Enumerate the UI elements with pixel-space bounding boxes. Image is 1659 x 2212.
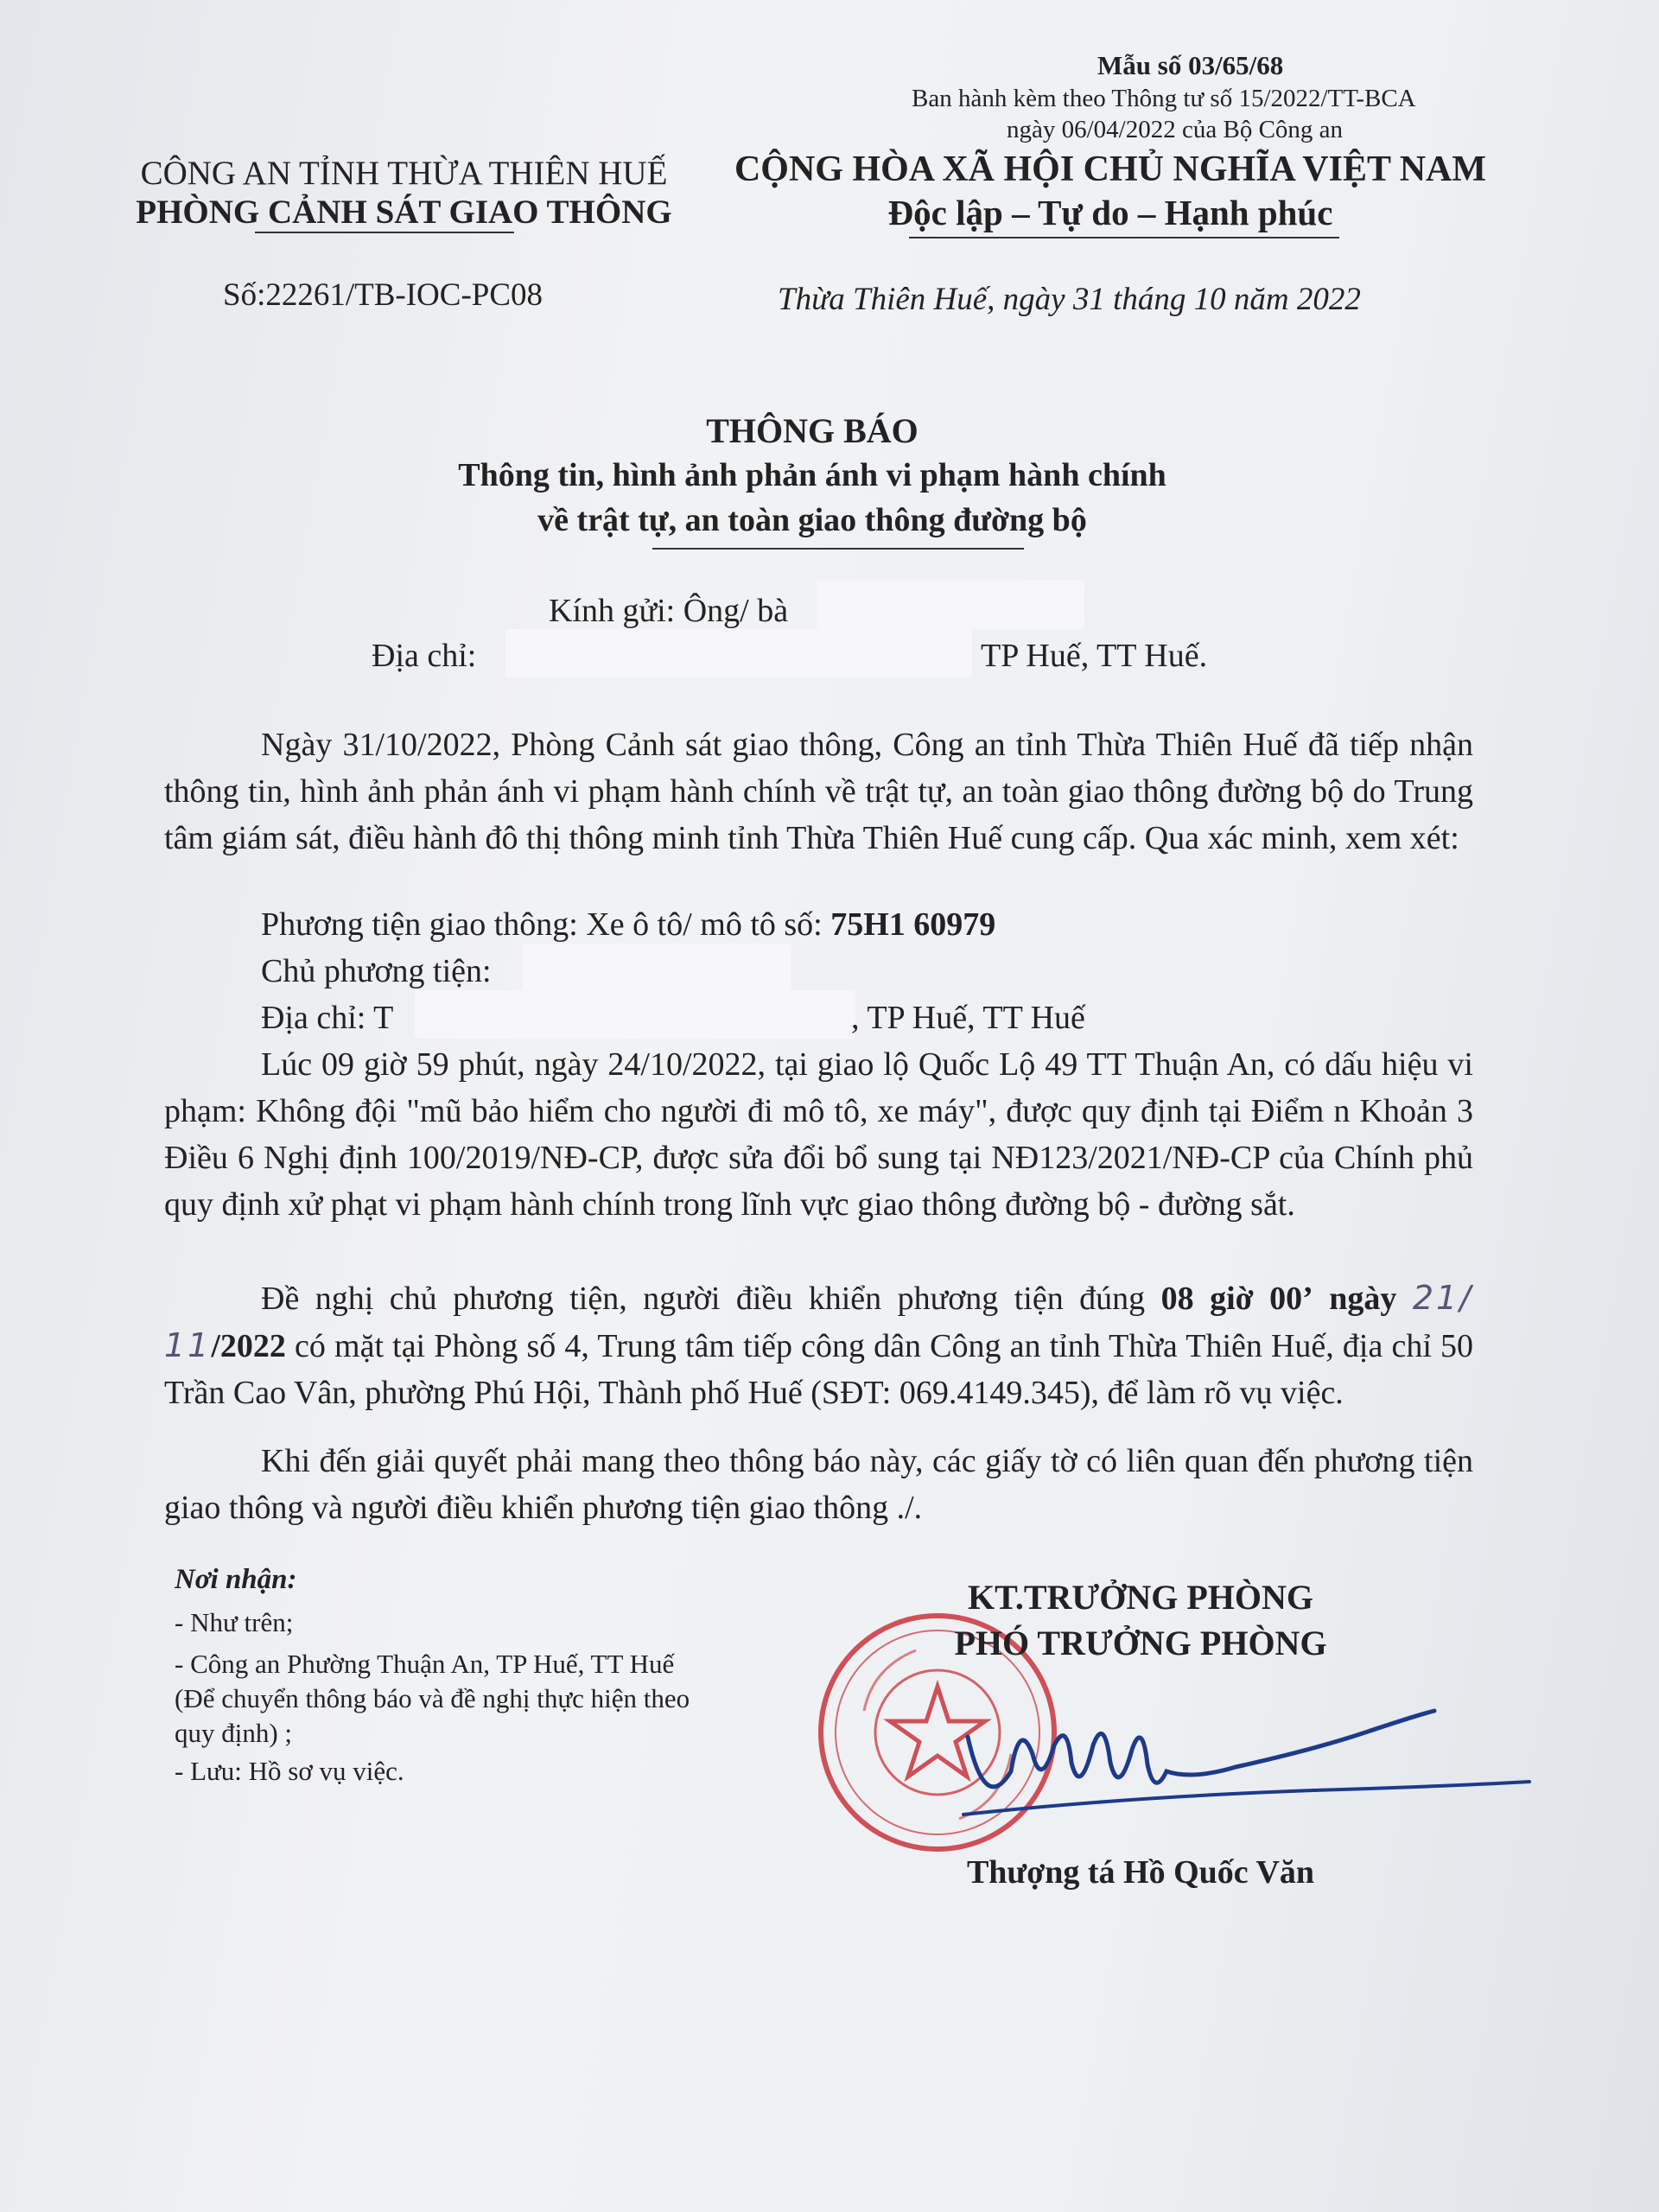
form-issued-date: ngày 06/04/2022 của Bộ Công an [1007,116,1344,143]
request-rest: có mặt tại Phòng số 4, Trung tâm tiếp công dân Công an tỉnh Thừa Thiên Huế, địa chỉ 50 Trần Cao Vân, phường Phú Hội, Thành phố Huế (SĐT: 069.4149.345), để làm rõ vụ việc. [164,1328,1473,1411]
handwritten-date: 21/ 11 [164,1279,1473,1364]
recipient-greeting: Kính gửi: Ông/ bà [549,593,789,629]
divider [652,548,1024,550]
divider [909,237,1339,238]
owner-label: Chủ phương tiện: [261,953,492,989]
closing-paragraph: Khi đến giải quyết phải mang theo thông báo này, các giấy tờ có liên quan đến phương tiện giao thông và người điều khiển phương tiện giao thông ./. [164,1443,1473,1526]
recipients-heading: Nơi nhận: [175,1564,297,1595]
redacted-block [817,581,1084,629]
handwritten-signature [950,1685,1538,1832]
document-subtitle-line1: Thông tin, hình ảnh phản ánh vi phạm hành chính [458,457,1166,493]
request-year: /2022 [211,1328,286,1364]
recipient-address-label: Địa chỉ: [372,638,477,674]
recipient-item: quy định) ; [175,1718,293,1748]
signer-name: Thượng tá Hồ Quốc Văn [966,1854,1315,1891]
department-name: PHÒNG CẢNH SÁT GIAO THÔNG [136,194,672,231]
vehicle-plate: 75H1 60979 [830,906,996,943]
recipient-item: - Lưu: Hồ sơ vụ việc. [175,1756,404,1786]
form-code: Mẫu số 03/65/68 [1097,50,1284,80]
agency-name: CÔNG AN TỈNH THỪA THIÊN HUẾ [140,155,668,192]
owner-address-tail: , TP Huế, TT Huế [851,1000,1085,1036]
recipient-item: - Như trên; [175,1607,294,1637]
recipient-item: - Công an Phường Thuận An, TP Huế, TT Huế [175,1649,675,1679]
owner-address-label: Địa chỉ: T [261,1000,394,1036]
divider [255,232,514,233]
document-number: Số:22261/TB-IOC-PC08 [223,277,543,313]
country-name: CỘNG HÒA XÃ HỘI CHỦ NGHĨA VIỆT NAM [734,149,1487,189]
signature-title-line2: PHÓ TRƯỞNG PHÒNG [954,1624,1327,1662]
recipient-address-tail: TP Huế, TT Huế. [981,638,1208,674]
intro-paragraph: Ngày 31/10/2022, Phòng Cảnh sát giao thông, Công an tỉnh Thừa Thiên Huế đã tiếp nhận thông tin, hình ảnh phản ánh vi phạm hành chính về trật tự, an toàn giao thông đường bộ do Trung tâm giám sát, điều hành đô thị thông minh tỉnh Thừa Thiên Huế cung cấp. Qua xác minh, xem xét: [164,727,1473,856]
signature-title-line1: KT.TRƯỞNG PHÒNG [968,1578,1313,1617]
violation-paragraph: Lúc 09 giờ 59 phút, ngày 24/10/2022, tại giao lộ Quốc Lộ 49 TT Thuận An, có dấu hiệu vi phạm: Không đội "mũ bảo hiểm cho người đi mô tô, xe máy", được quy định tại Điểm n Khoản 3 Điều 6 Nghị định 100/2019/NĐ-CP, được sửa đổi bổ sung tại NĐ123/2021/NĐ-CP của Chính phủ quy định xử phạt vi phạm hành chính trong lĩnh vực giao thông đường bộ - đường sắt. [164,1046,1473,1223]
redacted-block [523,944,791,992]
redacted-block [415,990,855,1039]
document-title: THÔNG BÁO [706,411,918,450]
request-day-label: ngày [1329,1281,1397,1317]
request-paragraph [164,1274,1473,1416]
place-date: Thừa Thiên Huế, ngày 31 tháng 10 năm 2022 [778,282,1361,317]
national-motto: Độc lập – Tự do – Hạnh phúc [887,193,1333,232]
recipient-item: (Để chuyển thông báo và đề nghị thực hiện theo [175,1683,690,1713]
form-issued-text: Ban hành kèm theo Thông tư số 15/2022/TT-BCA [912,85,1416,112]
request-time: 08 giờ 00’ [1160,1281,1313,1317]
request-text: Đề nghị chủ phương tiện, người điều khiển phương tiện đúng [261,1281,1146,1317]
document-subtitle-line2: về trật tự, an toàn giao thông đường bộ [537,502,1087,538]
vehicle-line [261,901,995,948]
redacted-block [505,629,972,677]
vehicle-label: Phương tiện giao thông: Xe ô tô/ mô tô số: [261,906,823,943]
